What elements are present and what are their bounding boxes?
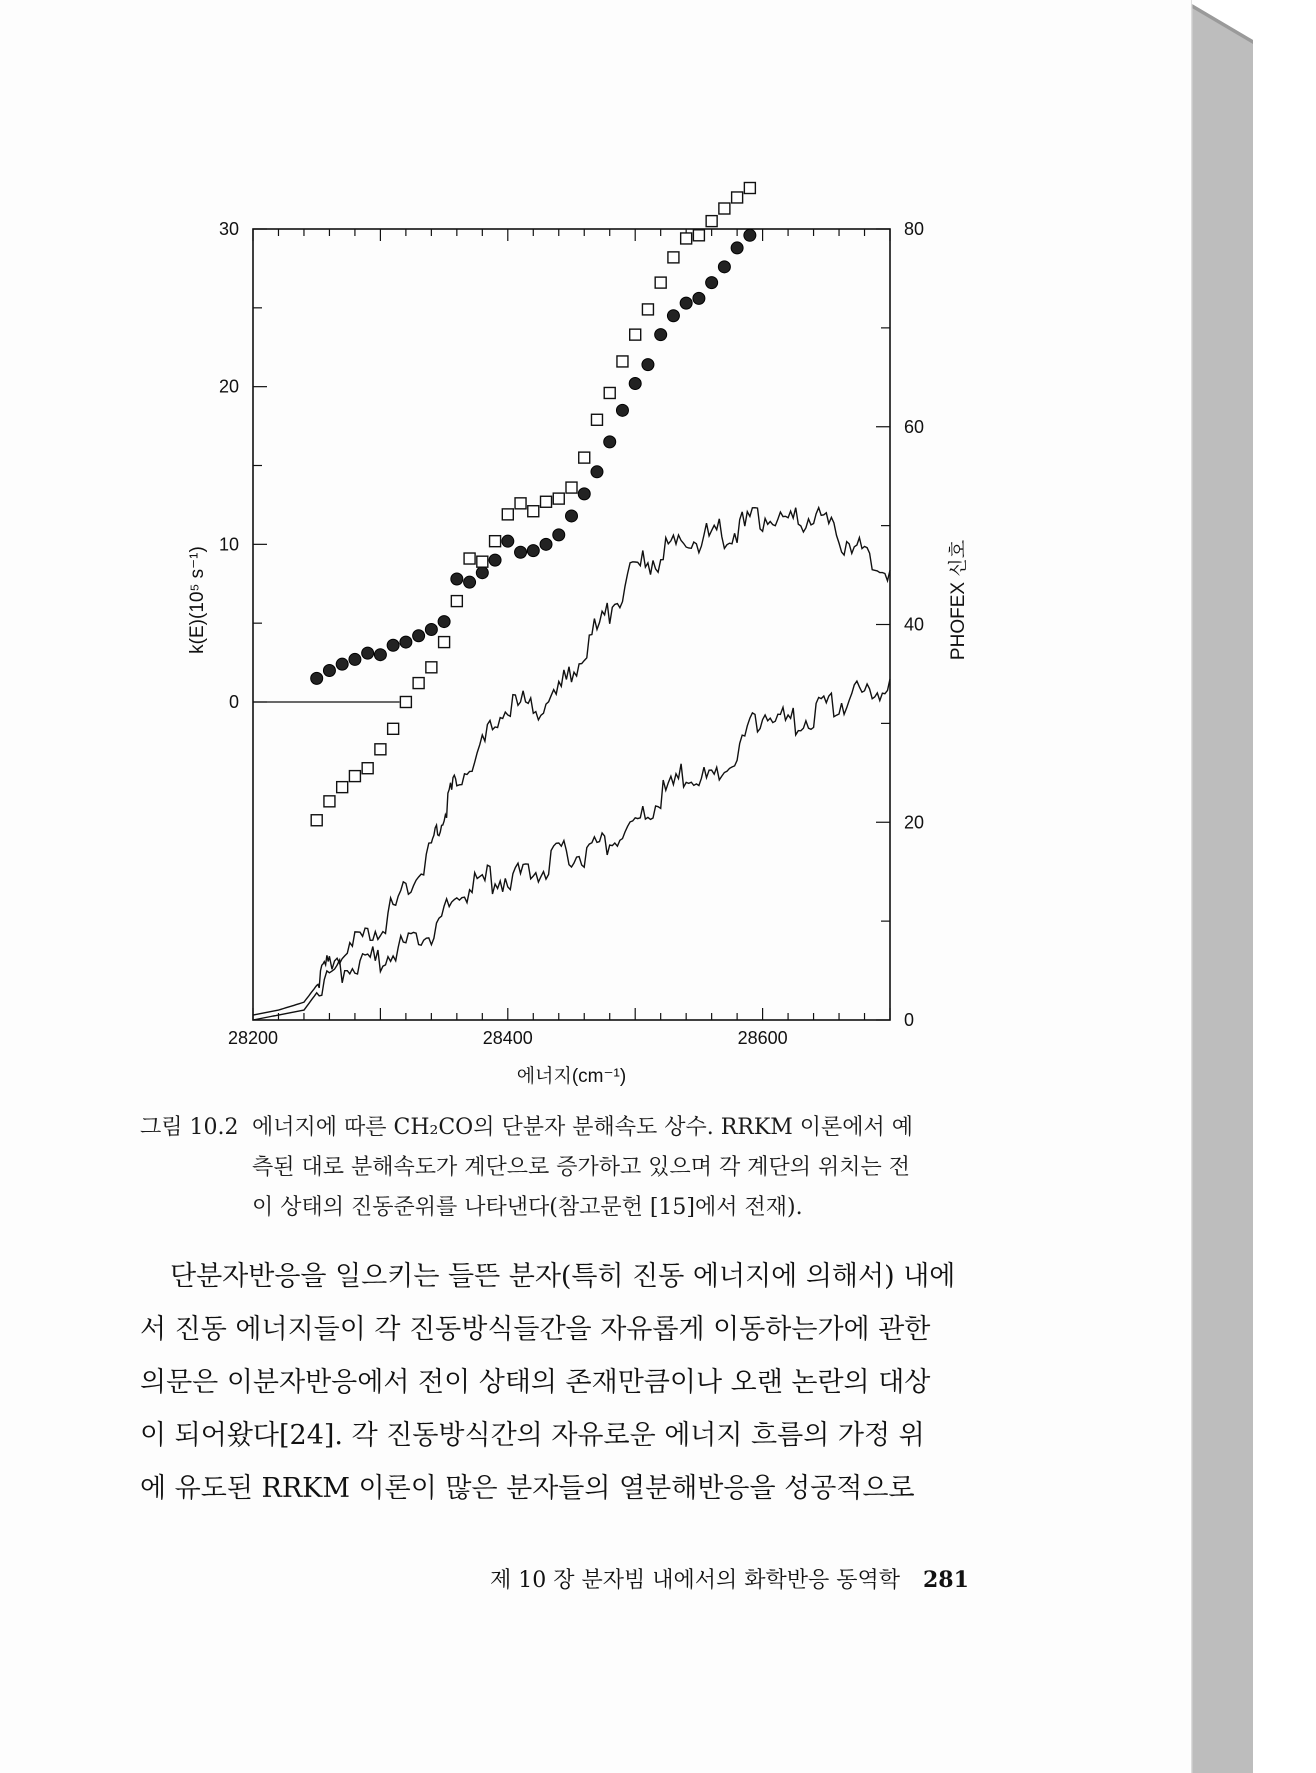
kE-filled-point — [489, 554, 501, 566]
kE-open-square-point — [566, 482, 577, 493]
y-left-tick-label: 20 — [218, 376, 239, 397]
chapter-title: 제 10 장 분자빔 내에서의 화학반응 동역학 — [490, 1568, 900, 1593]
caption-label: 그림 10.2 — [140, 1115, 239, 1140]
plot-frame — [253, 229, 890, 1020]
kE-open-square-point — [477, 556, 488, 567]
kE-open-square-point — [706, 216, 717, 227]
kE-open-square-point — [553, 493, 564, 504]
kE-open-square-point — [693, 230, 704, 241]
kE-filled-point — [400, 636, 412, 648]
kE-open-square-point — [541, 496, 552, 507]
y-left-tick-label: 0 — [228, 692, 239, 712]
body-line-3: 의문은 이분자반응에서 전이 상태의 존재만큼이나 오랜 논란의 대상 — [140, 1367, 931, 1398]
kE-filled-point — [744, 229, 756, 241]
kE-filled-point — [451, 573, 463, 585]
kE-filled-point — [616, 404, 628, 416]
kE-filled-point — [438, 616, 450, 628]
kE-filled-point — [667, 310, 679, 322]
kE-filled-point — [349, 653, 361, 665]
kE-filled-point — [413, 630, 425, 642]
page-stack-edge — [1192, 4, 1253, 1773]
kE-open-square-point — [579, 452, 590, 463]
kE-filled-point — [553, 529, 565, 541]
kE-filled-point — [629, 378, 641, 390]
caption-line-3: 이 상태의 진동준위를 나타낸다(참고문헌 [15]에서 전재). — [252, 1195, 803, 1220]
kE-filled-point — [362, 647, 374, 659]
kE-open-square-point — [515, 498, 526, 509]
kE-open-square-point — [732, 192, 743, 203]
kE-filled-point — [336, 658, 348, 670]
kE-open-square-point — [311, 815, 322, 826]
x-axis-title: 에너지(cm⁻¹) — [516, 1066, 627, 1087]
y-right-tick-label: 20 — [904, 812, 925, 833]
phofex-spectrum-line — [253, 508, 890, 1015]
body-line-1: 단분자반응을 일으키는 들뜬 분자(특히 진동 에너지에 의해서) 내에 — [170, 1261, 956, 1292]
kE-open-square-point — [451, 596, 462, 607]
x-tick-label: 28600 — [737, 1028, 788, 1048]
kE-open-square-point — [439, 637, 450, 648]
y-left-tick-label: 30 — [218, 219, 239, 239]
kE-filled-point — [387, 639, 399, 651]
caption-line-2: 측된 대로 분해속도가 계단으로 증가하고 있으며 각 계단의 위치는 전 — [252, 1155, 910, 1180]
kE-open-square-point — [400, 697, 411, 708]
page-footer — [490, 1563, 969, 1594]
y-left-axis-title: k(E)(10⁵ s⁻¹) — [187, 546, 208, 654]
kE-filled-point — [502, 535, 514, 547]
kE-open-square-point — [668, 252, 679, 263]
kE-open-square-point — [490, 536, 501, 547]
y-right-axis-title: PHOFEX 신호 — [948, 539, 969, 661]
kE-open-square-point — [413, 678, 424, 689]
kE-open-square-point — [642, 304, 653, 315]
kE-filled-point — [540, 538, 552, 550]
kE-filled-point — [706, 277, 718, 289]
y-right-tick-label: 0 — [904, 1010, 915, 1030]
kE-open-square-point — [324, 796, 335, 807]
kE-open-square-point — [426, 662, 437, 673]
x-tick-label: 28200 — [227, 1028, 279, 1048]
kE-open-square-point — [349, 771, 360, 782]
kE-open-square-point — [464, 553, 475, 564]
kE-filled-point — [515, 546, 527, 558]
kE-filled-point — [693, 292, 705, 304]
kE-open-square-point — [630, 329, 641, 340]
kE-filled-point — [425, 623, 437, 635]
phofex-spectrum-line — [253, 679, 890, 1020]
caption-line-1: 에너지에 따른 CH₂CO의 단분자 분해속도 상수. RRKM 이론에서 예 — [252, 1115, 914, 1140]
y-right-tick-label: 40 — [904, 614, 925, 635]
kE-open-square-point — [375, 744, 386, 755]
kE-filled-point — [527, 545, 539, 557]
kE-open-square-point — [591, 414, 602, 425]
body-line-2: 서 진동 에너지들이 각 진동방식들간을 자유롭게 이동하는가에 관한 — [140, 1314, 931, 1345]
chart-series-lines — [253, 508, 890, 1020]
kE-filled-point — [718, 261, 730, 273]
chart-labels — [187, 219, 969, 1087]
kE-open-square-point — [719, 203, 730, 214]
kE-open-square-point — [681, 233, 692, 244]
kE-open-square-point — [528, 506, 539, 517]
kE-filled-point — [476, 567, 488, 579]
kE-filled-point — [323, 664, 335, 676]
kE-filled-point — [655, 329, 667, 341]
y-right-tick-label: 80 — [904, 219, 925, 239]
kE-filled-point — [374, 649, 386, 661]
kE-open-square-point — [604, 387, 615, 398]
kE-filled-point — [642, 359, 654, 371]
kE-open-square-point — [744, 183, 755, 194]
kE-open-square-point — [337, 782, 348, 793]
kE-open-square-point — [502, 509, 513, 520]
kE-filled-point — [591, 466, 603, 478]
kE-filled-point — [464, 576, 476, 588]
kE-open-square-point — [362, 763, 373, 774]
kE-filled-point — [680, 297, 692, 309]
body-paragraph — [140, 1250, 1010, 1515]
chart-axes — [253, 229, 890, 1020]
kE-filled-point — [311, 672, 323, 684]
x-tick-label: 28400 — [482, 1028, 533, 1048]
kE-filled-point — [578, 488, 590, 500]
page-number: 281 — [923, 1567, 969, 1593]
y-left-tick-label: 10 — [218, 534, 239, 555]
kE-filled-point — [731, 242, 743, 254]
kE-open-square-point — [617, 356, 628, 367]
kE-open-square-point — [655, 277, 666, 288]
body-line-4: 이 되어왔다[24]. 각 진동방식간의 자유로운 에너지 흐름의 가정 위 — [140, 1420, 925, 1451]
chart-marks — [311, 183, 756, 826]
chart-ticks — [253, 229, 890, 1020]
kE-open-square-point — [388, 723, 399, 734]
kE-filled-point — [566, 510, 578, 522]
body-line-5: 에 유도된 RRKM 이론이 많은 분자들의 열분해반응을 성공적으로 — [140, 1473, 915, 1504]
y-right-tick-label: 60 — [904, 416, 925, 437]
kE-filled-point — [604, 436, 616, 448]
